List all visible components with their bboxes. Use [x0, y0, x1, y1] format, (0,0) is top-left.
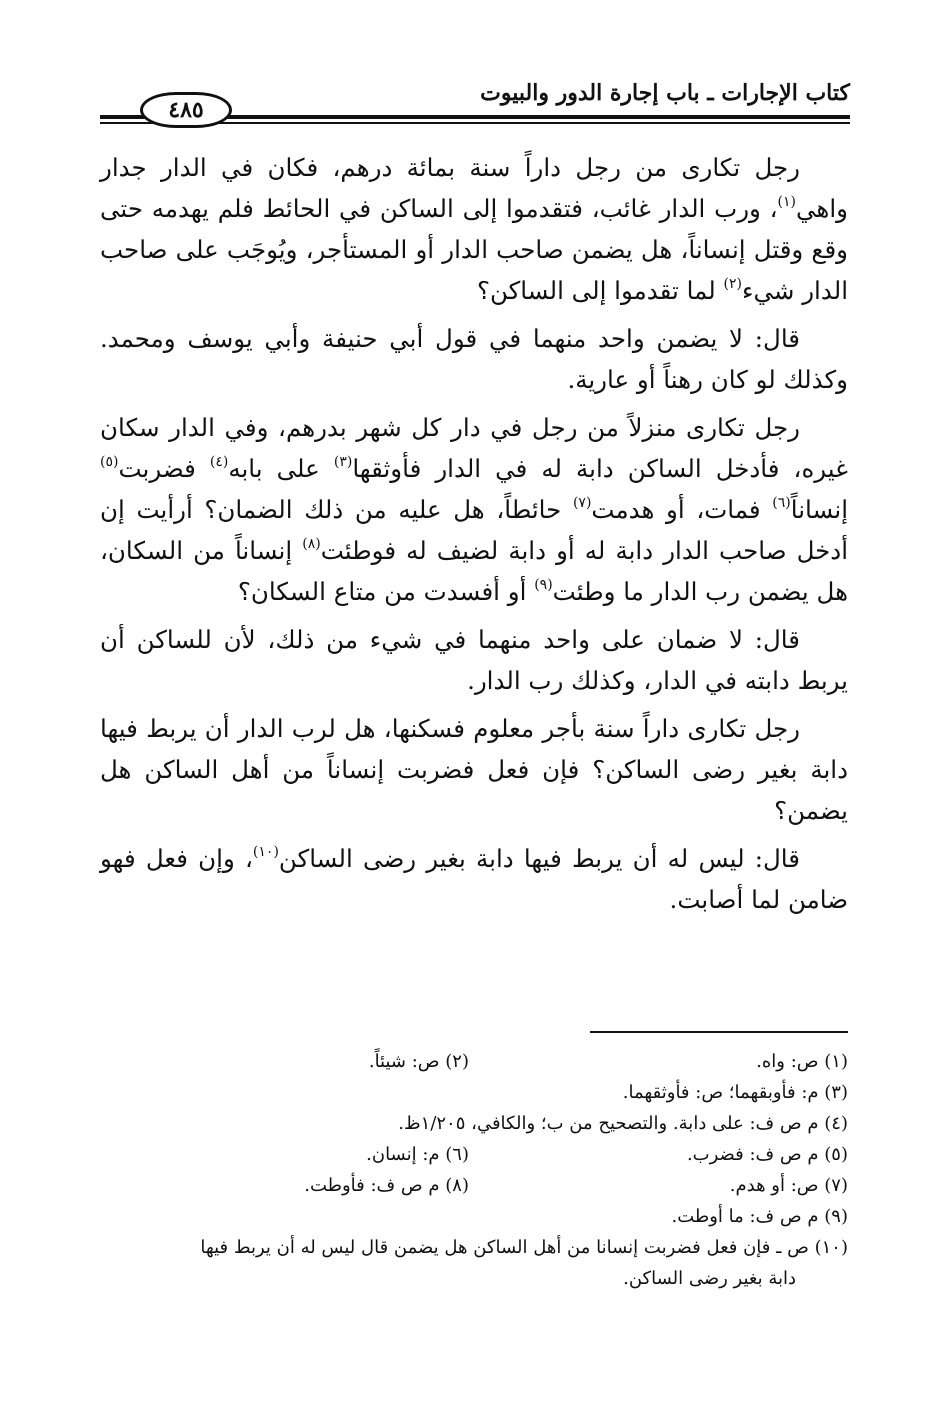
footnote-1: (١) ص: واه.: [756, 1051, 848, 1072]
footnote-ref-10: (١٠): [252, 844, 279, 860]
text-run: قال: ليس له أن يربط فيها دابة بغير رضى الساكن: [278, 844, 800, 873]
text-run: فضربت: [118, 454, 210, 483]
text-run: فمات، أو هدمت: [591, 495, 773, 524]
footnote-10: [90, 1232, 848, 1294]
footnote-separator: [590, 1031, 848, 1033]
footnote-row: [90, 1108, 848, 1139]
footnote-5: (٥) م ص ف: فضرب.: [686, 1144, 848, 1165]
footnotes: [90, 1046, 848, 1294]
paragraph-4: قال: لا ضمان على واحد منهما في شيء من ذلك، لأن للساكن أن يربط دابته في الدار، وكذلك رب الدار.: [100, 625, 848, 695]
footnote-row: [90, 1046, 848, 1077]
footnote-9: (٩) م ص ف: ما أوطت.: [671, 1206, 848, 1227]
page-number: ٤٨٥: [140, 92, 232, 128]
footnote-ref-2: (٢): [723, 276, 742, 292]
footnote-ref-3: (٣): [333, 454, 353, 470]
footnote-row: [90, 1170, 848, 1201]
text-run: ، ورب الدار غائب، فتقدموا إلى الساكن في الحائط فلم يهدمه حتى وقع وقتل إنساناً، هل يضمن صاحب الدار أو المستأجر، ويُوجَب على صاحب الدار شيء: [100, 194, 848, 305]
footnote-4: (٤) م ص ف: على دابة. والتصحيح من ب؛ والكافي، ١/٢٠٥ظ.: [398, 1113, 848, 1134]
text-run: على بابه: [228, 454, 334, 483]
footnote-8: (٨) م ص ف: فأوطت.: [304, 1175, 469, 1196]
footnote-row: [90, 1201, 848, 1232]
footnote-ref-5: (٥): [100, 454, 119, 470]
page-header-title: كتاب الإجارات ـ باب إجارة الدور والبيوت: [480, 80, 850, 106]
footnote-10-line-2: دابة بغير رضى الساكن.: [623, 1268, 796, 1289]
running-header: [100, 78, 850, 126]
footnote-3: (٣) م: فأوبقهما؛ ص: فأوثقهما.: [622, 1082, 848, 1103]
paragraph-2: قال: لا يضمن واحد منهما في قول أبي حنيفة وأبي يوسف ومحمد. وكذلك لو كان رهناً أو عارية.: [100, 324, 848, 394]
text-run: إنساناً: [790, 495, 848, 524]
text-run: لما تقدموا إلى الساكن؟: [476, 276, 724, 305]
footnote-row: [90, 1077, 848, 1108]
main-text: [100, 147, 848, 927]
footnote-2: (٢) ص: شيئاً.: [368, 1051, 469, 1072]
footnote-ref-4: (٤): [209, 454, 229, 470]
text-run: أو أفسدت من متاع السكان؟: [237, 577, 535, 606]
footnote-10-line-1: (١٠) ص ـ فإن فعل فضربت إنسانا من أهل الساكن هل يضمن قال ليس له أن يربط فيها: [200, 1237, 848, 1258]
text-run: إنساناً من السكان، هل يضمن رب الدار ما وطئت: [100, 536, 848, 606]
text-run: حائطاً، هل عليه من ذلك الضمان؟ أرأيت إن أدخل صاحب الدار دابة له أو دابة لضيف له فوطئت: [100, 495, 848, 565]
footnote-row: [90, 1139, 848, 1170]
footnote-ref-7: (٧): [572, 495, 592, 511]
footnote-7: (٧) ص: أو هدم.: [729, 1175, 848, 1196]
text-run: رجل تكارى من رجل داراً سنة بمائة درهم، فكان في الدار جدار واهي: [100, 153, 848, 223]
footnote-ref-9: (٩): [534, 577, 553, 593]
text-run: ، وإن فعل فهو ضامن لما أصابت.: [100, 844, 848, 914]
footnote-ref-1: (١): [777, 194, 797, 210]
paragraph-3: [100, 407, 848, 612]
footnote-6: (٦) م: إنسان.: [366, 1144, 469, 1165]
paragraph-1: [100, 147, 848, 311]
paragraph-5: رجل تكارى داراً سنة بأجر معلوم فسكنها، هل لرب الدار أن يربط فيها دابة بغير رضى الساكن؟ فإن فعل فضربت إنساناً من أهل الساكن هل يضمن؟: [100, 714, 848, 825]
footnote-ref-6: (٦): [772, 495, 791, 511]
text-run: رجل تكارى منزلاً من رجل في دار كل شهر بدرهم، وفي الدار سكان غيره، فأدخل الساكن دابة له في الدار فأوثقها: [100, 413, 848, 483]
footnote-ref-8: (٨): [302, 536, 321, 552]
paragraph-6: [100, 838, 848, 920]
